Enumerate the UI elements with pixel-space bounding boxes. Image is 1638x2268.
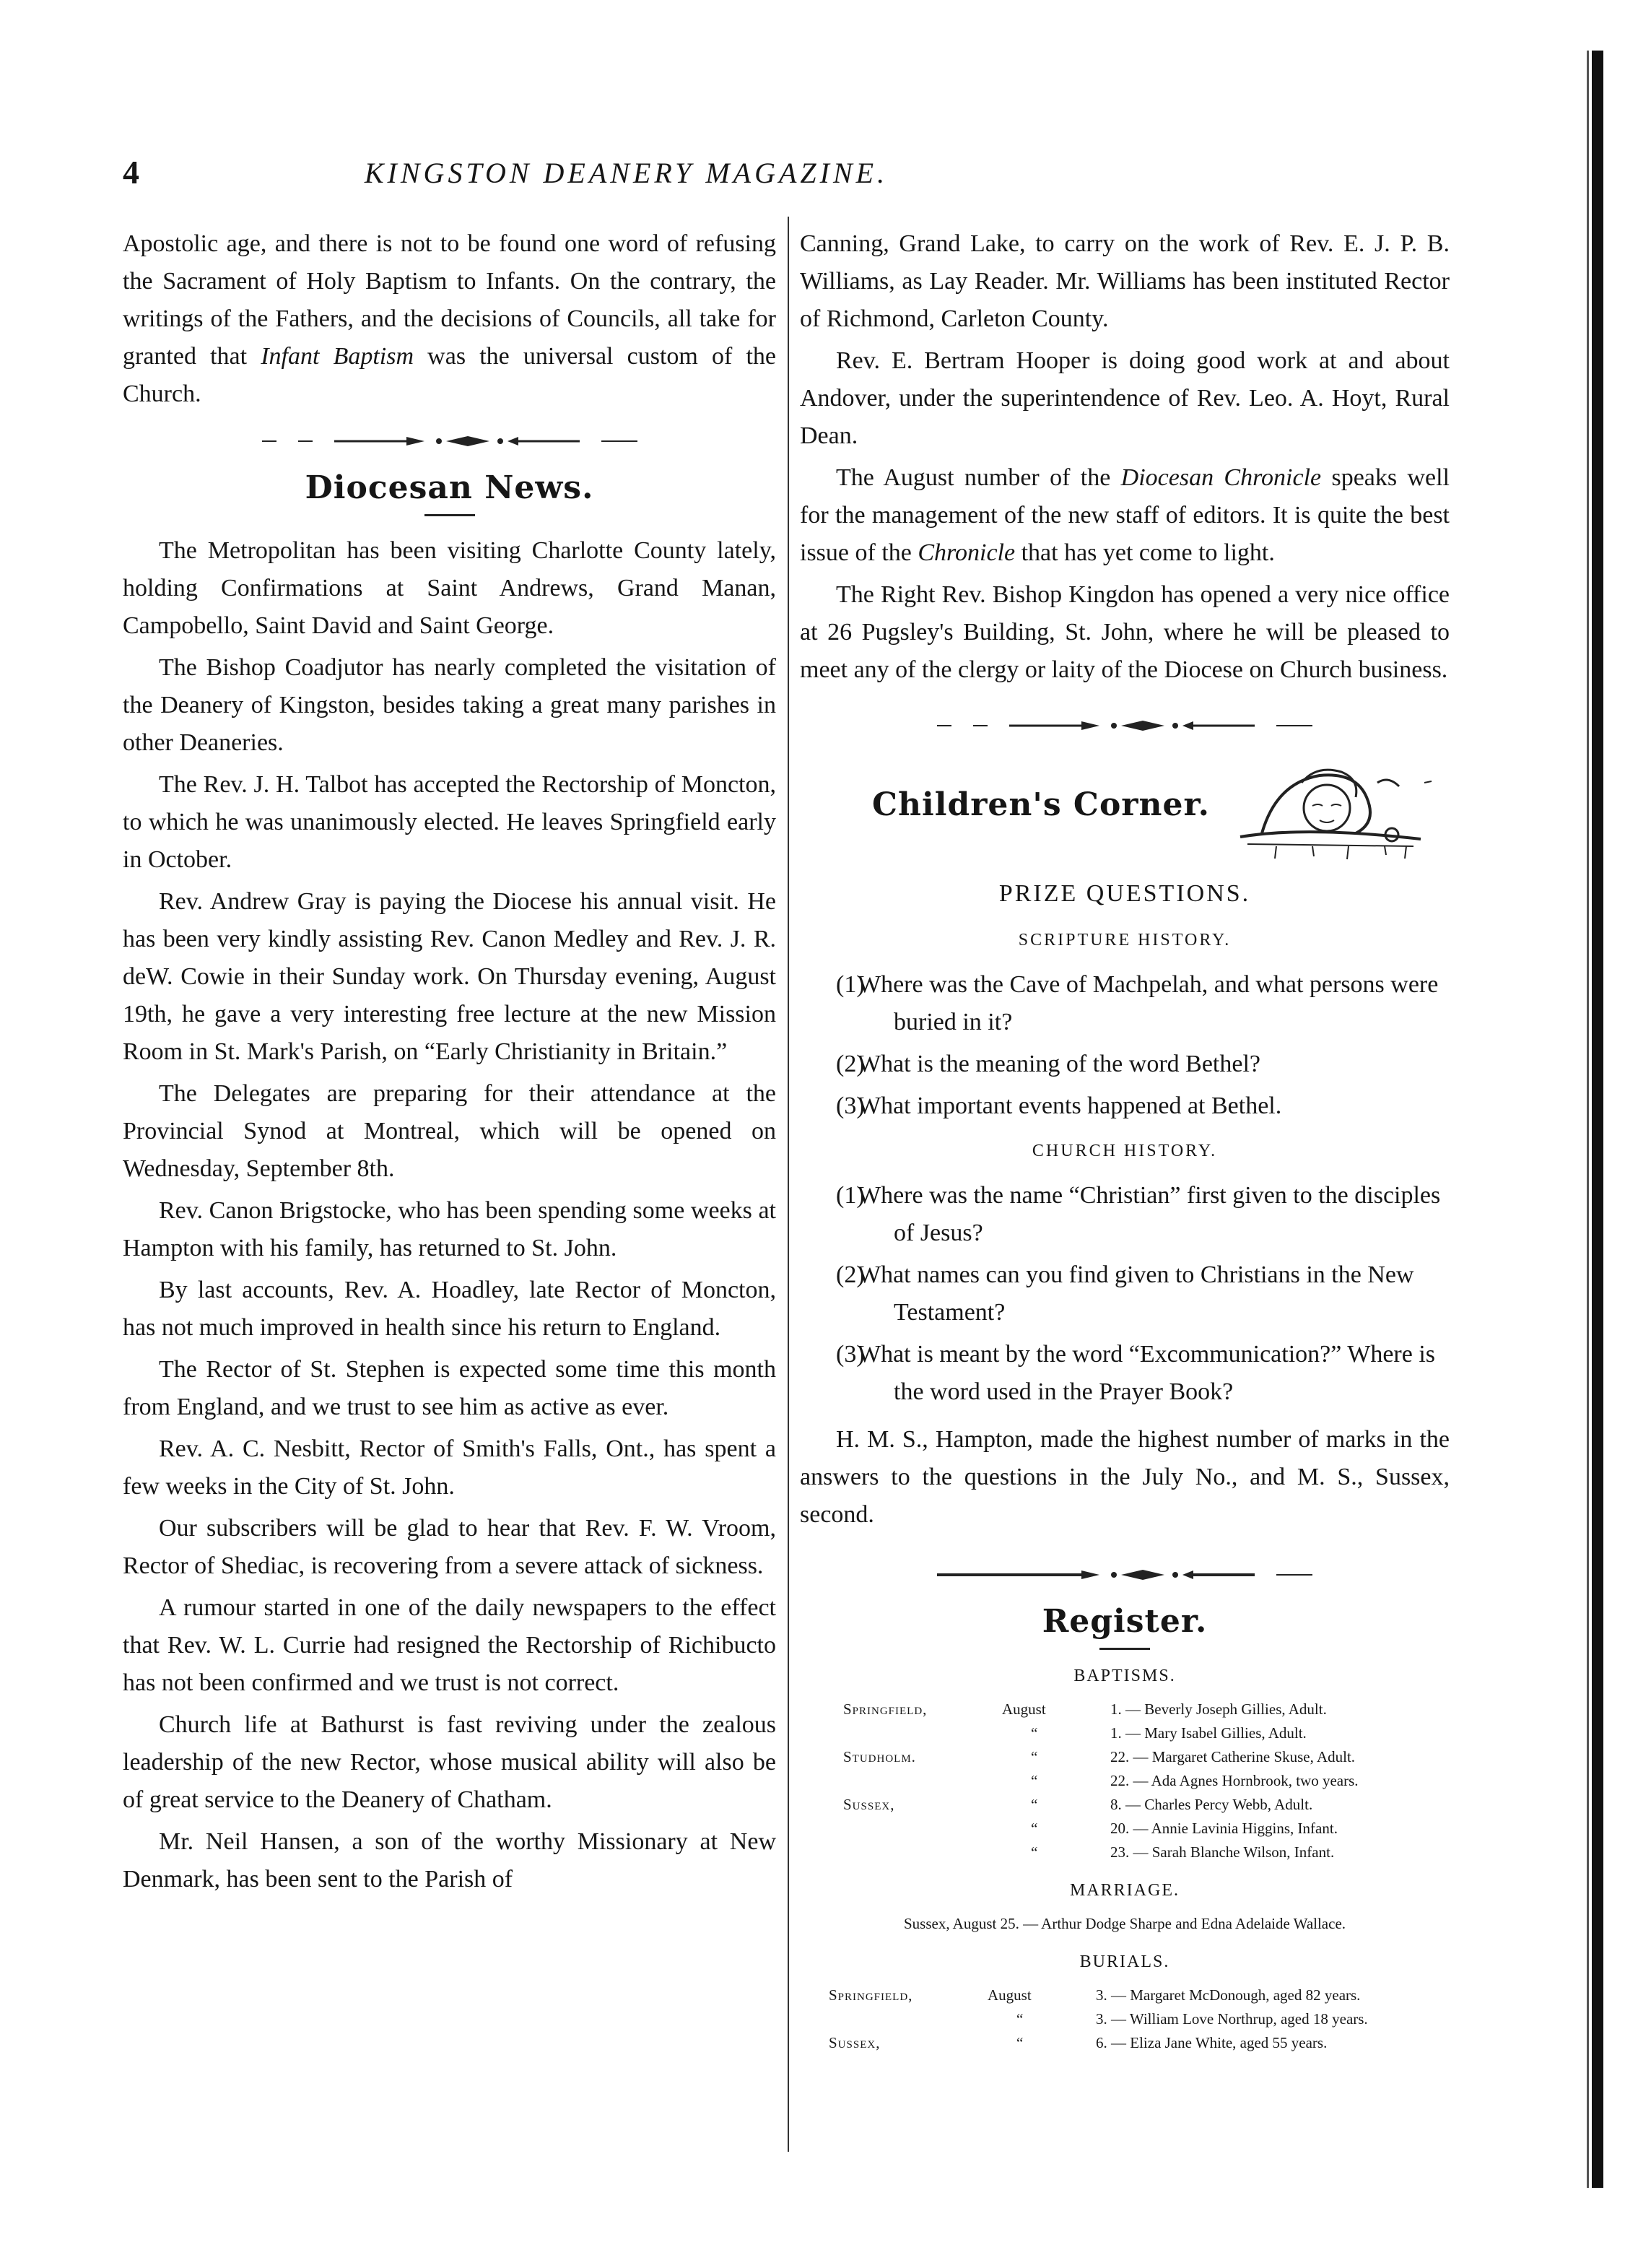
title-rule xyxy=(1099,1648,1150,1650)
continuation-paragraph: Canning, Grand Lake, to carry on the work of Rev. E. J. P. B. Williams, as Lay Reader. Mr. Williams has been instituted Rector of Richmond, Carleton County. xyxy=(800,230,1450,332)
marriage-entry: Sussex, August 25. — Arthur Dodge Sharpe and Edna Adelaide Wallace. xyxy=(903,1915,1346,1932)
register-place xyxy=(800,2007,988,2031)
register-entry: 1. — Beverly Joseph Gillies, Adult. xyxy=(1110,1700,1327,1718)
register-month: “ xyxy=(1031,1843,1038,1861)
burials-table xyxy=(800,1984,1450,2055)
ornament-divider xyxy=(123,429,776,453)
intro-paragraph xyxy=(123,225,776,413)
question-text: What names can you find given to Christians in the New Testament? xyxy=(858,1261,1414,1326)
register-row xyxy=(800,1793,1450,1817)
chronicle-paragraph xyxy=(800,459,1450,572)
news-paragraph: Church life at Bathurst is fast reviving under the zealous leadership of the new Rector, whose musical ability will also be of great service to the Deanery of Chatham. xyxy=(123,1711,776,1813)
news-paragraph: A rumour started in one of the daily newspapers to the effect that Rev. W. L. Currie had resigned the Rectorship of Richibucto has not been confirmed and we trust is not correct. xyxy=(123,1594,776,1696)
register-entry: 1. — Mary Isabel Gillies, Adult. xyxy=(1110,1724,1307,1742)
marriage-heading: MARRIAGE. xyxy=(1069,1881,1180,1900)
register-place: Sussex, xyxy=(829,2034,881,2051)
news-paragraph: Rev. A. C. Nesbitt, Rector of Smith's Falls, Ont., has spent a few weeks in the City of St. John. xyxy=(123,1435,776,1500)
register-month: “ xyxy=(1031,1748,1038,1765)
news-paragraph: The Delegates are preparing for their attendance at the Provincial Synod at Montreal, which will be opened on Wednesday, September 8th. xyxy=(123,1080,776,1182)
register-row xyxy=(800,1698,1450,1721)
question-text: What is meant by the word “Excommunication?” Where is the word used in the Prayer Book? xyxy=(858,1341,1435,1405)
register-month: “ xyxy=(1016,2034,1024,2051)
register-month: “ xyxy=(1031,1772,1038,1789)
diocesan-news-title: Diocesan News. xyxy=(305,469,594,506)
news-paragraph: Mr. Neil Hansen, a son of the worthy Missionary at New Denmark, has been sent to the Parish of xyxy=(123,1828,776,1893)
register-entry: 3. — Margaret McDonough, aged 82 years. xyxy=(1096,1986,1361,2004)
page-number: 4 xyxy=(123,154,139,191)
register-place xyxy=(800,1769,1002,1793)
register-month: “ xyxy=(1031,1820,1038,1837)
question-text: Where was the Cave of Machpelah, and what persons were buried in it? xyxy=(858,971,1439,1035)
chronicle-italic-1: Diocesan Chronicle xyxy=(1120,464,1322,491)
page-header xyxy=(123,153,1130,204)
register-entry: 22. — Ada Agnes Hornbrook, two years. xyxy=(1110,1772,1359,1789)
news-paragraph: By last accounts, Rev. A. Hoadley, late Rector of Moncton, has not much improved in health since his return to England. xyxy=(123,1277,776,1341)
intro-text: Apostolic age, and there is not to be found one word of refusing the Sacrament of Holy Baptism to Infants. On the contrary, the writings of the Fathers, and the decisions of Councils, all take for granted that xyxy=(123,230,776,370)
news-paragraph: Rev. Andrew Gray is paying the Diocese his annual visit. He has been very kindly assisting Rev. Canon Medley and Rev. J. R. deW. Cowie in their Sunday work. On Thursday evening, August 19th, he gave a very interesting free lecture at the new Mission Room in St. Mark's Parish, on “Early Christianity in Britain.” xyxy=(123,888,776,1065)
register-entry: 6. — Eliza Jane White, aged 55 years. xyxy=(1096,2034,1328,2051)
question-item xyxy=(800,1256,1450,1331)
news-paragraph: The Bishop Coadjutor has nearly completed the visitation of the Deanery of Kingston, besides taking a great many parishes in other Deaneries. xyxy=(123,654,776,756)
chronicle-italic-2: Chronicle xyxy=(918,539,1016,566)
question-number: (2) xyxy=(836,1051,865,1077)
register-month: August xyxy=(1002,1700,1046,1718)
burials-heading: BURIALS. xyxy=(1079,1952,1170,1971)
hooper-paragraph: Rev. E. Bertram Hooper is doing good work at and about Andover, under the superintendence of Rev. Leo. A. Hoyt, Rural Dean. xyxy=(800,347,1450,449)
left-column xyxy=(123,225,776,1898)
register-entry: 8. — Charles Percy Webb, Adult. xyxy=(1110,1796,1313,1813)
right-column xyxy=(800,225,1450,2055)
magazine-title: KINGSTON DEANERY MAGAZINE. xyxy=(364,157,889,189)
register-entry: 3. — William Love Northrup, aged 18 years. xyxy=(1096,2010,1368,2028)
question-number: (1) xyxy=(836,971,865,998)
register-place: Springfield, xyxy=(829,1986,913,2004)
register-month: “ xyxy=(1016,2010,1024,2028)
column-divider xyxy=(788,217,789,2152)
news-paragraph: The Rev. J. H. Talbot has accepted the Rectorship of Moncton, to which he was unanimously elected. He leaves Springfield early in October. xyxy=(123,771,776,873)
register-row xyxy=(800,1769,1450,1793)
chronicle-text-c: that has yet come to light. xyxy=(1021,539,1275,566)
register-entry: 23. — Sarah Blanche Wilson, Infant. xyxy=(1110,1843,1335,1861)
question-text: What is the meaning of the word Bethel? xyxy=(858,1051,1260,1077)
register-row xyxy=(800,2007,1450,2031)
ornament-divider xyxy=(800,1563,1450,1587)
register-row xyxy=(800,1721,1450,1745)
register-section xyxy=(800,1603,1450,2055)
register-row xyxy=(800,1817,1450,1841)
question-number: (3) xyxy=(836,1092,865,1119)
title-rule xyxy=(424,514,475,516)
news-paragraph: The Rector of St. Stephen is expected some time this month from England, and we trust to see him as active as ever. xyxy=(123,1356,776,1420)
question-number: (2) xyxy=(836,1261,865,1288)
scripture-history-heading: SCRIPTURE HISTORY. xyxy=(1018,931,1232,950)
register-place: Springfield, xyxy=(843,1700,928,1718)
register-entry: 20. — Annie Lavinia Higgins, Infant. xyxy=(1110,1820,1338,1837)
baptisms-table xyxy=(800,1698,1450,1864)
binding-edge-line xyxy=(1587,51,1589,2188)
register-place: Sussex, xyxy=(843,1796,895,1813)
register-place xyxy=(800,1841,1002,1864)
news-paragraph: Rev. Canon Brigstocke, who has been spending some weeks at Hampton with his family, has returned to St. John. xyxy=(123,1197,776,1261)
question-item xyxy=(800,1087,1450,1125)
question-item xyxy=(800,1177,1450,1252)
register-place xyxy=(800,1721,1002,1745)
binding-edge xyxy=(1592,51,1603,2188)
question-item xyxy=(800,1336,1450,1411)
question-item xyxy=(800,1046,1450,1083)
register-title: Register. xyxy=(1042,1603,1208,1640)
register-row xyxy=(800,2031,1450,2055)
question-number: (1) xyxy=(836,1182,865,1209)
baptisms-heading: BAPTISMS. xyxy=(1073,1667,1176,1685)
question-number: (3) xyxy=(836,1341,865,1368)
question-item xyxy=(800,966,1450,1041)
intro-end: was the universal custom of the Church. xyxy=(123,343,776,407)
register-row xyxy=(800,1841,1450,1864)
results-paragraph: H. M. S., Hampton, made the highest number of marks in the answers to the questions in the July No., and M. S., Sussex, second. xyxy=(800,1426,1450,1528)
news-paragraph: The Metropolitan has been visiting Charlotte County lately, holding Confirmations at Saint Andrews, Grand Manan, Campobello, Saint David and Saint George. xyxy=(123,537,776,639)
question-text: What important events happened at Bethel. xyxy=(858,1092,1282,1119)
chronicle-text-a: The August number of the xyxy=(836,464,1111,491)
church-history-heading: CHURCH HISTORY. xyxy=(1032,1142,1218,1160)
ornament-divider xyxy=(800,713,1450,738)
register-entry: 22. — Margaret Catherine Skuse, Adult. xyxy=(1110,1748,1356,1765)
register-row xyxy=(800,1745,1450,1769)
register-place xyxy=(800,1817,1002,1841)
register-month: “ xyxy=(1031,1796,1038,1813)
childrens-corner-title: Children's Corner. xyxy=(872,786,1210,823)
register-place: Studholm. xyxy=(843,1748,916,1765)
intro-italic: Infant Baptism xyxy=(261,343,414,370)
kingdon-paragraph: The Right Rev. Bishop Kingdon has opened a very nice office at 26 Pugsley's Building, St. John, where he will be pleased to meet any of the clergy or laity of the Diocese on Church business. xyxy=(800,581,1450,683)
news-paragraph: Our subscribers will be glad to hear that Rev. F. W. Vroom, Rector of Shediac, is recovering from a severe attack of sickness. xyxy=(123,1515,776,1579)
question-text: Where was the name “Christian” first given to the disciples of Jesus? xyxy=(858,1182,1441,1246)
childrens-corner-header xyxy=(800,754,1450,862)
register-month: August xyxy=(988,1986,1032,2004)
register-month: “ xyxy=(1031,1724,1038,1742)
chronicle-text-b: speaks well for the management of the new staff of editors. It is quite the best issue of the xyxy=(800,464,1450,566)
sleeping-child-icon xyxy=(1233,754,1435,862)
register-row xyxy=(800,1984,1450,2007)
prize-questions-title: PRIZE QUESTIONS. xyxy=(998,880,1251,907)
